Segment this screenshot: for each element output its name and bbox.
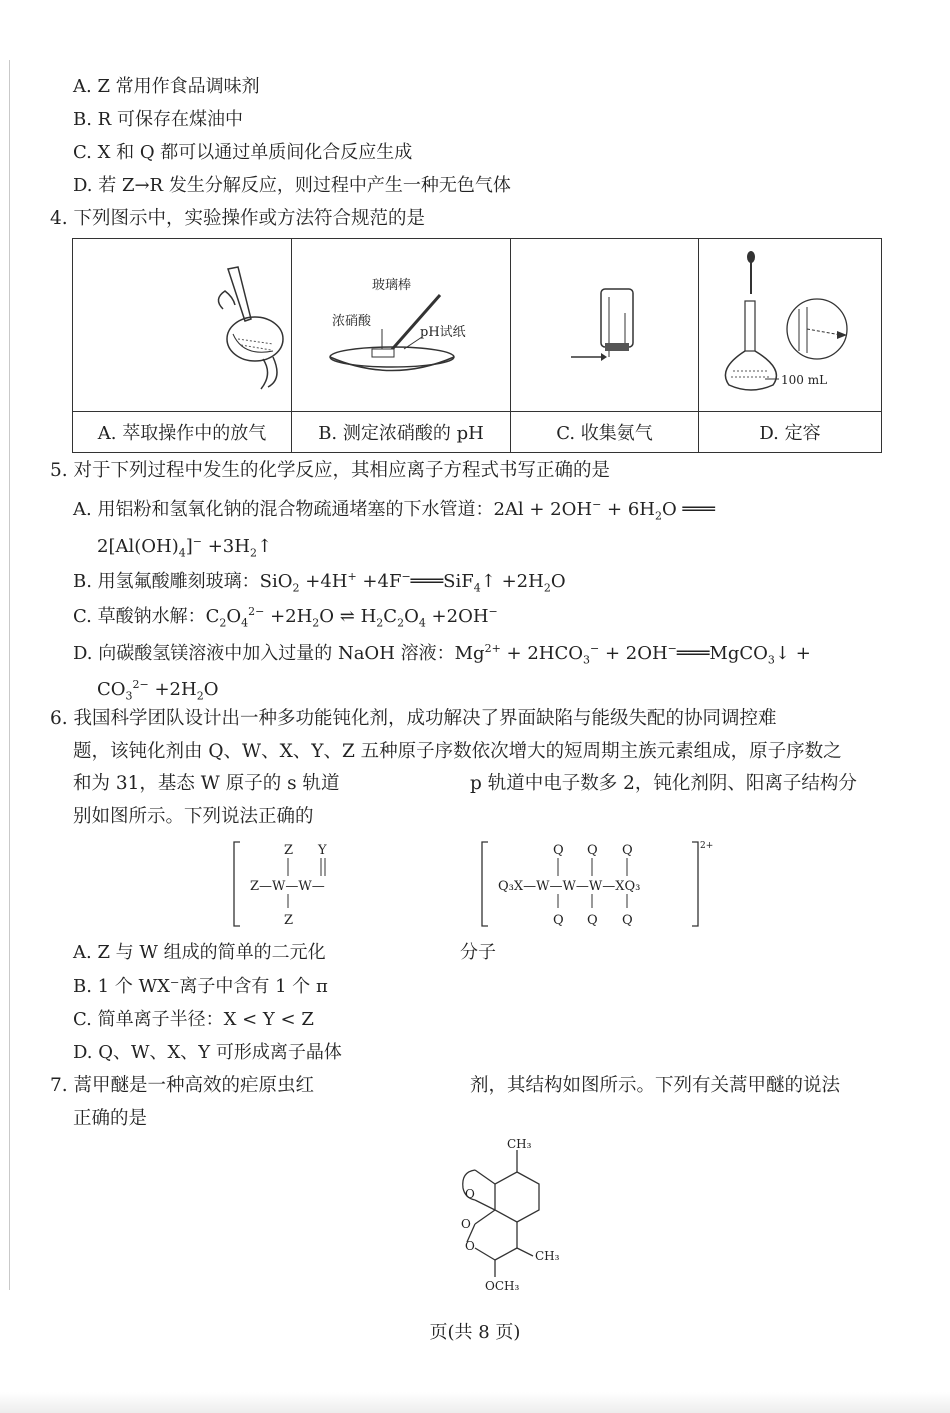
- q5-option-b-eq: SiO$_2$ +4H+ +4F−═══SiF$_4$↑ $+2H_2O$: [259, 570, 566, 595]
- q3-option-d: D. 若 Z→R 发生分解反应，则过程中产生一种无色气体: [73, 175, 511, 196]
- svg-text:Q: Q: [622, 913, 633, 928]
- page-edge-rule: [9, 60, 10, 1290]
- q5-stem: 5. 对于下列过程中发生的化学反应，其相应离子方程式书写正确的是: [50, 460, 611, 481]
- q6-ion-structures: [230, 836, 730, 936]
- q4-figure-table: [72, 238, 882, 453]
- q4-stem: 4. 下列图示中，实验操作或方法符合规范的是: [50, 208, 426, 229]
- q6-line-2: 题，该钝化剂由 Q、W、X、Y、Z 五种原子序数依次增大的短周期主族元素组成，原子序数之: [73, 741, 842, 762]
- svg-text:O: O: [465, 1239, 475, 1253]
- svg-text:O: O: [461, 1217, 471, 1231]
- q5-option-a-eq: $2Al + 2OH^- + 6H_2O$ ═══: [493, 498, 715, 523]
- figure-b-cell: [292, 239, 511, 412]
- figure-a-cell: [73, 239, 292, 412]
- ph-measure-figure: [292, 239, 510, 407]
- q6-option-c: C. 简单离子半径：X < Y < Z: [73, 1009, 314, 1030]
- q5-option-c-eq: $C_2O_4^{2-} +2H_2O$ ⇌ $H_2C_2O_4 +2OH^-$: [205, 605, 498, 630]
- q6-option-d: D. Q、W、X、Y 可形成离子晶体: [73, 1042, 342, 1063]
- q6-line-4: 别如图所示。下列说法正确的: [73, 806, 314, 827]
- svg-text:Z: Z: [284, 843, 294, 858]
- label-och3: OCH₃: [485, 1279, 520, 1293]
- q6-option-a: A. Z 与 W 组成的简单的二元化: [73, 942, 326, 963]
- anion-structure: [234, 842, 327, 928]
- label-ch3-top: CH₃: [507, 1137, 532, 1151]
- page-footer: 页(共 8 页): [429, 1322, 521, 1343]
- q5-option-b-text: B. 用氢氟酸雕刻玻璃：: [73, 571, 260, 592]
- label-conc-nitric: 浓硝酸: [332, 314, 372, 329]
- caption-a: A. 萃取操作中的放气: [73, 412, 292, 453]
- q6-line-3a: 和为 31，基态 W 原子的 s 轨道: [73, 773, 340, 794]
- q5-option-c-text: C. 草酸钠水解：: [73, 606, 206, 627]
- gas-collection-figure: [511, 239, 698, 407]
- q5-option-b: [73, 565, 566, 601]
- q6-option-a-tail: 分子: [460, 942, 496, 963]
- figure-d-cell: [699, 239, 882, 412]
- svg-text:Z: Z: [284, 913, 294, 928]
- q3-option-b: B. R 可保存在煤油中: [73, 109, 243, 130]
- label-volume: 100 mL: [781, 373, 828, 387]
- q5-option-d-eq: $Mg^{2+} + 2HCO_3^-$ + 2OH−═══MgCO$_3$↓ +: [454, 642, 811, 667]
- q7-line-2: 正确的是: [73, 1108, 148, 1129]
- scan-bottom-shade: [0, 1392, 950, 1413]
- q5-option-a-cont: $2[Al(OH)_4]^-$ $+3H_2↑$: [97, 535, 273, 560]
- svg-text:O: O: [465, 1187, 475, 1201]
- artemether-structure: [455, 1132, 595, 1297]
- q6-line-1: 6. 我国科学团队设计出一种多功能钝化剂，成功解决了界面缺陷与能级失配的协同调控难: [50, 708, 777, 729]
- svg-text:2+: 2+: [700, 841, 714, 851]
- q5-option-d: [73, 637, 811, 673]
- svg-text:Q: Q: [622, 843, 633, 858]
- label-ch3-right: CH₃: [535, 1249, 560, 1263]
- svg-text:Q₃X—W—W—W—XQ₃: Q₃X—W—W—W—XQ₃: [498, 879, 641, 894]
- caption-b: B. 测定浓硝酸的 pH: [292, 412, 511, 453]
- caption-d: D. 定容: [699, 412, 882, 453]
- label-glass-rod: 玻璃棒: [372, 278, 412, 293]
- caption-c: C. 收集氨气: [511, 412, 699, 453]
- q5-option-d-text: D. 向碳酸氢镁溶液中加入过量的 NaOH 溶液：: [73, 643, 455, 664]
- svg-text:Q: Q: [553, 913, 564, 928]
- q3-option-c: C. X 和 Q 都可以通过单质间化合反应生成: [73, 142, 413, 163]
- q6-option-b: B. 1 个 WX⁻离子中含有 1 个 π: [73, 976, 328, 997]
- q7-line-1a: 7. 蒿甲醚是一种高效的疟原虫红: [50, 1075, 315, 1096]
- svg-text:Q: Q: [553, 843, 564, 858]
- figure-c-cell: [511, 239, 699, 412]
- q5-option-a: [73, 493, 715, 529]
- q3-option-a: A. Z 常用作食品调味剂: [73, 76, 260, 97]
- svg-text:Q: Q: [587, 913, 598, 928]
- q6-line-3b: p 轨道中电子数多 2，钝化剂阴、阳离子结构分: [470, 773, 857, 794]
- q5-option-c: [73, 600, 498, 636]
- svg-text:Q: Q: [587, 843, 598, 858]
- svg-text:Y: Y: [318, 843, 327, 858]
- volumetric-flask-figure: [699, 239, 881, 407]
- svg-text:Z—W—W—: Z—W—W—: [250, 879, 325, 894]
- q7-line-1b: 剂，其结构如图所示。下列有关蒿甲醚的说法: [470, 1075, 841, 1096]
- cation-structure: [482, 841, 713, 928]
- q5-option-d-cont: $CO_3^{2-} +2H_2O$: [97, 678, 219, 703]
- label-ph-paper: pH试纸: [420, 325, 466, 340]
- separatory-funnel-figure: [73, 239, 291, 407]
- q5-option-a-text: A. 用铝粉和氢氧化钠的混合物疏通堵塞的下水管道：: [73, 499, 494, 520]
